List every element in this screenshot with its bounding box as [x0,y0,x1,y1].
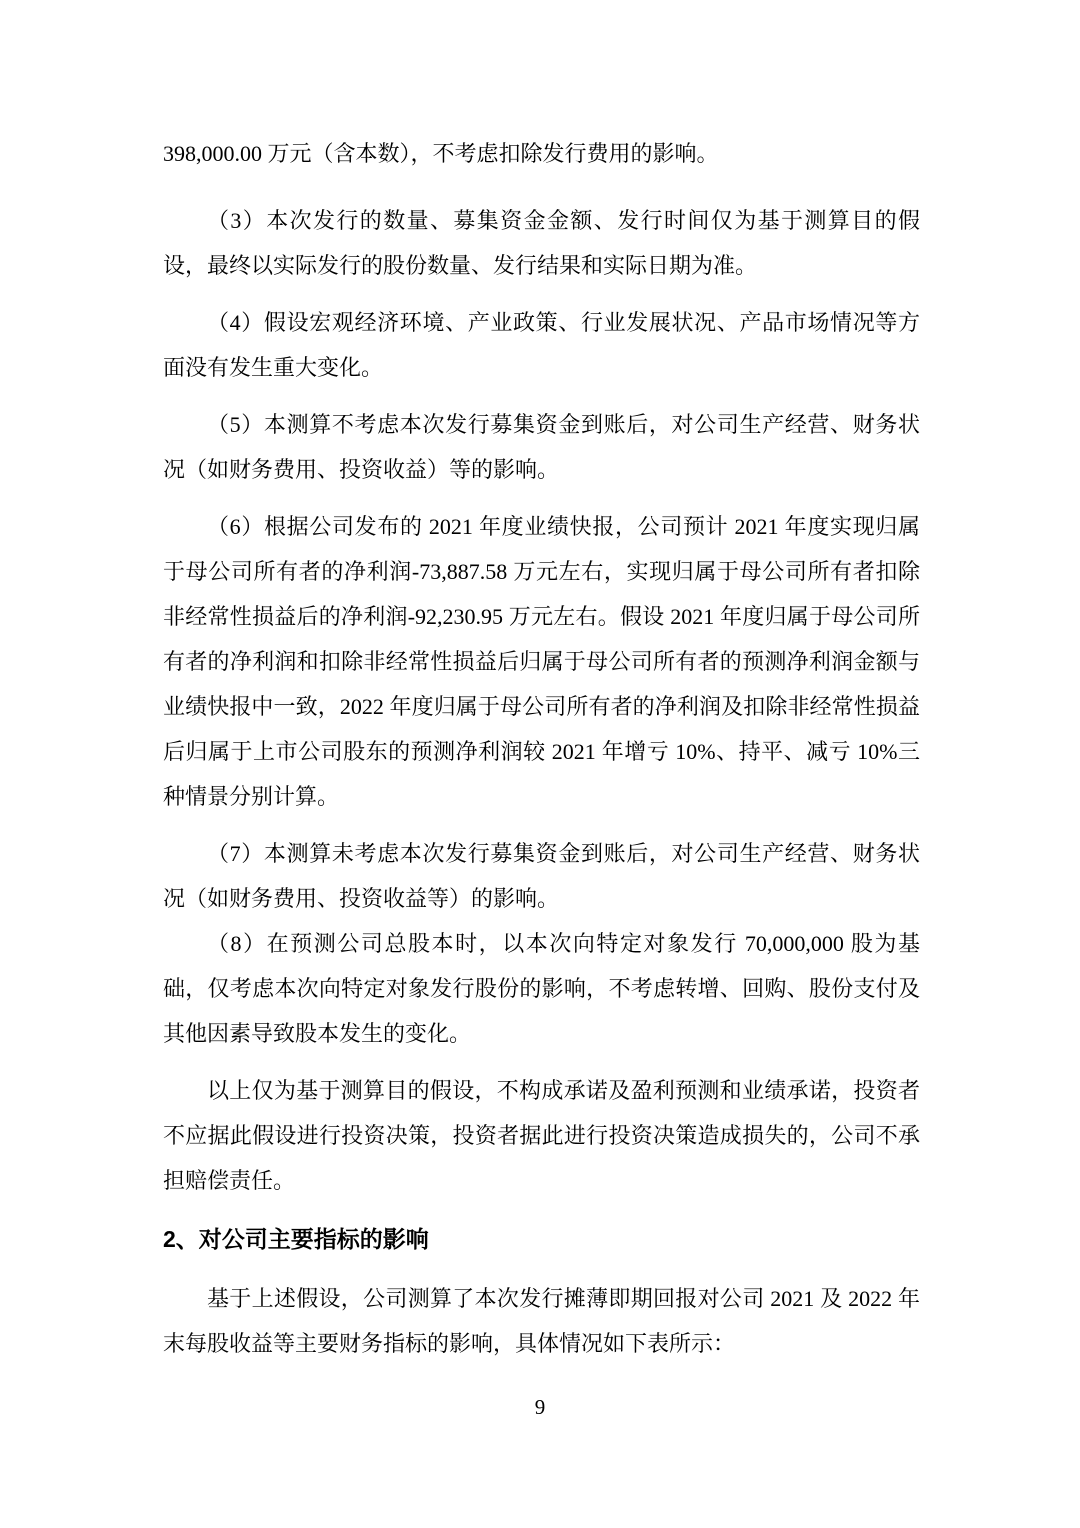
paragraph-item-3: （3）本次发行的数量、募集资金金额、发行时间仅为基于测算目的假设，最终以实际发行的股份数量、发行结果和实际日期为准。 [163,208,920,278]
paragraph-item-4: （4）假设宏观经济环境、产业政策、行业发展状况、产品市场情况等方面没有发生重大变化。 [163,310,920,380]
paragraph-disclaimer: 以上仅为基于测算目的假设，不构成承诺及盈利预测和业绩承诺，投资者不应据此假设进行投资决策，投资者据此进行投资决策造成损失的，公司不承担赔偿责任。 [163,1078,920,1193]
paragraph-continuation: 398,000.00 万元（含本数），不考虑扣除发行费用的影响。 [163,141,719,166]
paragraph-item-8: （8）在预测公司总股本时，以本次向特定对象发行 70,000,000 股为基础，仅考虑本次向特定对象发行股份的影响，不考虑转增、回购、股份支付及其他因素导致股本发生的变化。 [163,931,920,1046]
paragraph-table-intro: 基于上述假设，公司测算了本次发行摊薄即期回报对公司 2021 及 2022 年末每股收益等主要财务指标的影响，具体情况如下表所示： [163,1286,920,1356]
paragraph-item-7: （7）本测算未考虑本次发行募集资金到账后，对公司生产经营、财务状况（如财务费用、投资收益等）的影响。 [163,841,920,911]
paragraph-item-5: （5）本测算不考虑本次发行募集资金到账后，对公司生产经营、财务状况（如财务费用、投资收益）等的影响。 [163,412,920,482]
section-heading-company-key-indicators: 2、对公司主要指标的影响 [163,1226,429,1252]
paragraph-item-6: （6）根据公司发布的 2021 年度业绩快报，公司预计 2021 年度实现归属于母公司所有者的净利润-73,887.58 万元左右，实现归属于母公司所有者扣除非经常性损益后的净利润-92,230.95 万元左右。假设 2021 年度归属于母公司所有者的净利润和扣除非经常性损益后归属于母公司所有者的预测净利润金额与业绩快报中一致，2022 年度归属于母公司所有者的净利润及扣除非经常性损益后归属于上市公司股东的预测净利润较 2021 年增亏 10%、持平、减亏 10%三种情景分别计算。 [163,514,920,809]
page-number: 9 [534,1395,546,1419]
document-body [163,131,920,1366]
